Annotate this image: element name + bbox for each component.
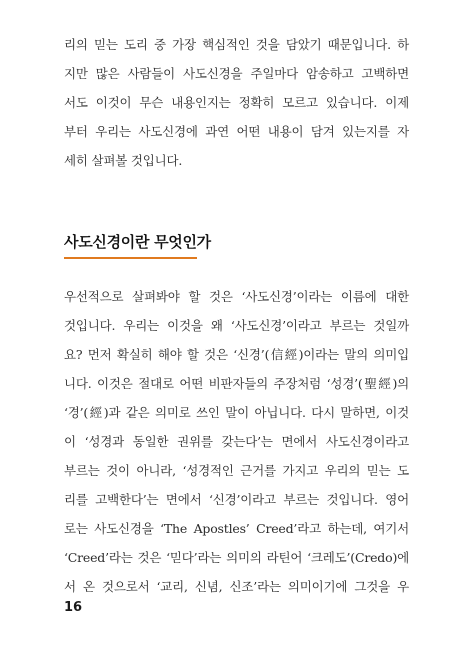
paragraph-2-line: 니다. 이것은 절대로 어떤 비판자들의 주장처럼 ‘성경’(聖經)의: [64, 376, 409, 391]
paragraph-2-line: 서 온 것으로서 ‘교리, 신념, 신조’라는 의미이기에 그것을 우: [64, 579, 409, 594]
paragraph-2-line: ‘Creed’라는 것은 ‘믿다’라는 의미의 라틴어 ‘크레도’(Credo)에: [64, 550, 409, 565]
paragraph-1-line: 지만 많은 사람들이 사도신경을 주일마다 암송하고 고백하면: [64, 66, 409, 81]
paragraph-2-line: 리를 고백한다’는 면에서 ‘신경’이라고 부르는 것입니다. 영어: [64, 492, 409, 507]
paragraph-2-line: ‘경’(經)과 같은 의미로 쓰인 말이 아닙니다. 다시 말하면, 이것: [64, 405, 409, 420]
heading-underline: [64, 257, 197, 259]
paragraph-1-line: 세히 살펴볼 것입니다.: [64, 153, 183, 168]
paragraph-1-line: 리의 믿는 도리 중 가장 핵심적인 것을 담았기 때문입니다. 하: [64, 37, 409, 52]
paragraph-1-line: 서도 이것이 무슨 내용인지는 정확히 모르고 있습니다. 이제: [64, 95, 409, 110]
page-number: 16: [64, 600, 83, 615]
paragraph-1-line: 부터 우리는 사도신경에 과연 어떤 내용이 담겨 있는지를 자: [64, 124, 409, 139]
paragraph-2-line: 부르는 것이 아니라, ‘성경적인 근거를 가지고 우리의 믿는 도: [64, 463, 409, 478]
paragraph-2-line: 것입니다. 우리는 이것을 왜 ‘사도신경’이라고 부르는 것일까: [64, 318, 409, 333]
paragraph-2-line: 이 ‘성경과 동일한 권위를 갖는다’는 면에서 사도신경이라고: [64, 434, 409, 449]
paragraph-2-line: 로는 사도신경을 ‘The Apostles’ Creed’라고 하는데, 여기서: [64, 521, 409, 536]
paragraph-2-line: 요? 먼저 확실히 해야 할 것은 ‘신경’(信經)이라는 말의 의미입: [64, 347, 409, 362]
paragraph-2-line: 우선적으로 살펴봐야 할 것은 ‘사도신경’이라는 이름에 대한: [64, 289, 409, 304]
section-heading: 사도신경이란 무엇인가: [64, 233, 211, 251]
